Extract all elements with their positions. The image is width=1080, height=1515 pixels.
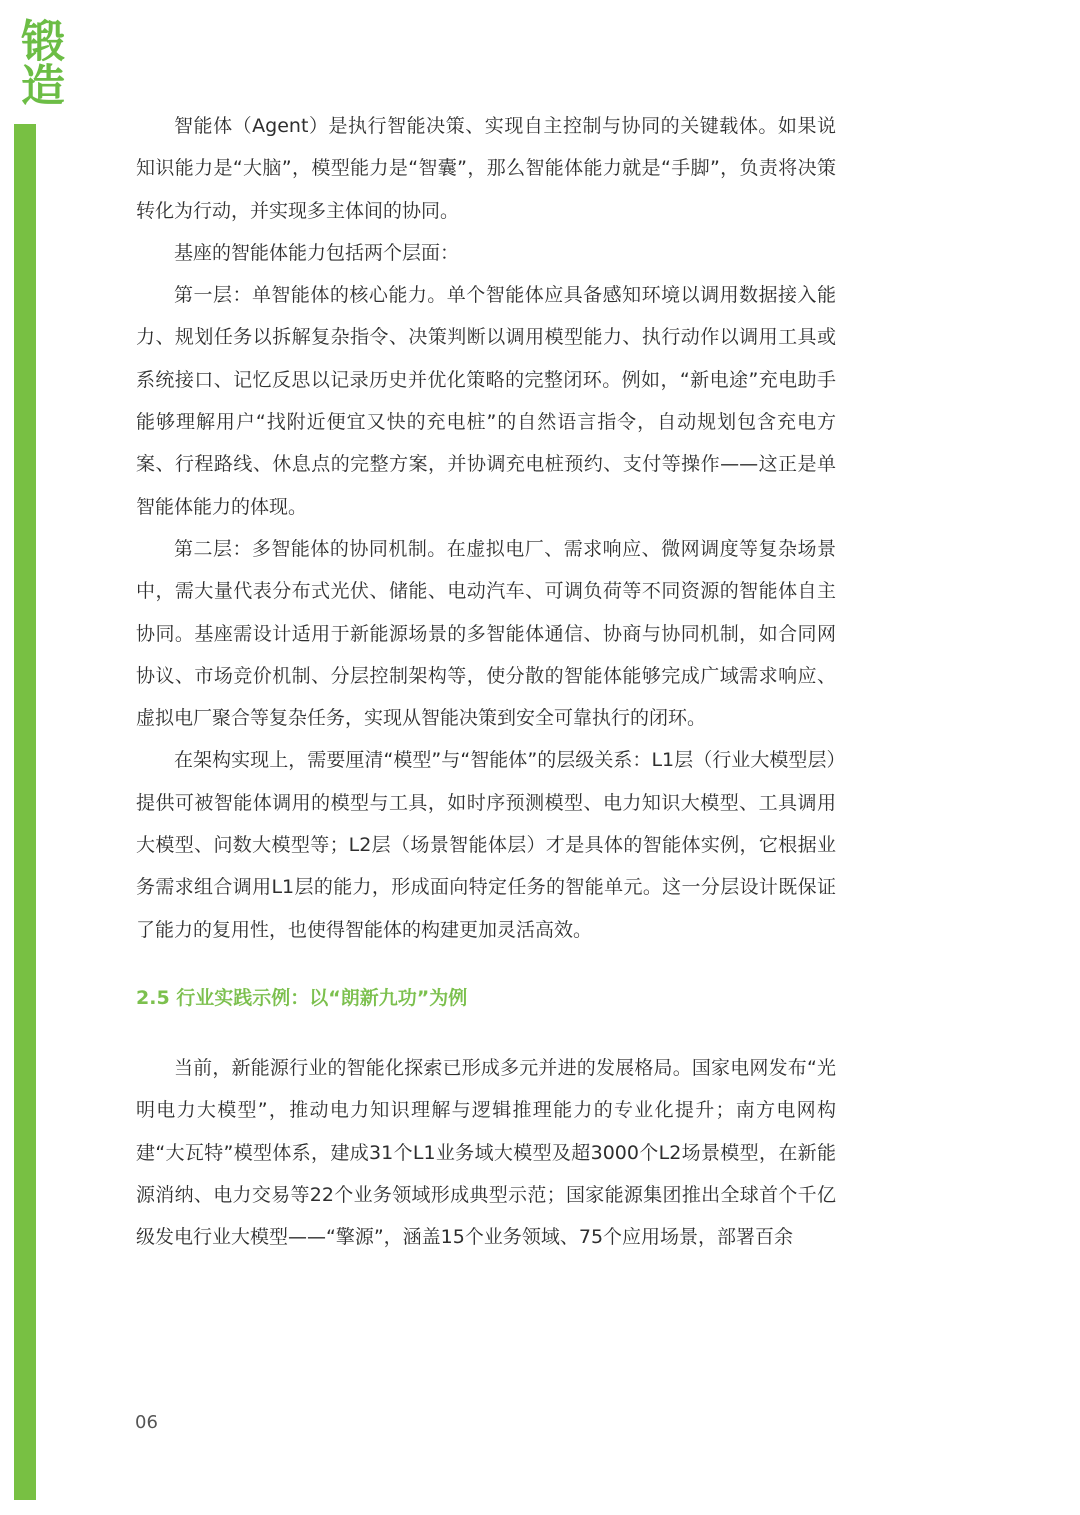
paragraph: 当前，新能源行业的智能化探索已形成多元并进的发展格局。国家电网发布“光明电力大模型”，推动电力知识理解与逻辑推理能力的专业化提升；南方电网构建“大瓦特”模型体系，建成31个L1业务域大模型及超3000个L2场景模型，在新能源消纳、电力交易等22个业务领域形成典型示范；国家能源集团推出全球首个千亿级发电行业大模型——“擎源”，涵盖15个业务领域、75个应用场景，部署百余 <box>136 1057 836 1249</box>
paragraph: 第一层：单智能体的核心能力。单个智能体应具备感知环境以调用数据接入能力、规划任务以拆解复杂指令、决策判断以调用模型能力、执行动作以调用工具或系统接口、记忆反思以记录历史并优化策略的完整闭环。例如，“新电途”充电助手能够理解用户“找附近便宜又快的充电桩”的自然语言指令，自动规划包含充电方案、行程路线、休息点的完整方案，并协调充电桩预约、支付等操作——这正是单智能体能力的体现。 <box>136 284 836 518</box>
brand-title: 锻造 <box>13 18 64 106</box>
page-number: 06 <box>135 1412 158 1433</box>
side-brand <box>13 18 64 106</box>
paragraph: 第二层：多智能体的协同机制。在虚拟电厂、需求响应、微网调度等复杂场景中，需大量代表分布式光伏、储能、电动汽车、可调负荷等不同资源的智能体自主协同。基座需设计适用于新能源场景的多智能体通信、协商与协同机制，如合同网协议、市场竞价机制、分层控制架构等，使分散的智能体能够完成广域需求响应、虚拟电厂聚合等复杂任务，实现从智能决策到安全可靠执行的闭环。 <box>136 537 836 730</box>
main-content <box>136 105 836 951</box>
paragraph: 在架构实现上，需要厘清“模型”与“智能体”的层级关系：L1层（行业大模型层）提供可被智能体调用的模型与工具，如时序预测模型、电力知识大模型、工具调用大模型、问数大模型等；L2层（场景智能体层）才是具体的智能体实例，它根据业务需求组合调用L1层的能力，形成面向特定任务的智能单元。这一分层设计既保证了能力的复用性，也使得智能体的构建更加灵活高效。 <box>136 749 836 941</box>
paragraph: 智能体（Agent）是执行智能决策、实现自主控制与协同的关键载体。如果说知识能力是“大脑”，模型能力是“智囊”，那么智能体能力就是“手脚”，负责将决策转化为行动，并实现多主体间的协同。 <box>136 115 836 222</box>
side-accent-bar <box>14 124 36 1500</box>
section-content <box>136 1047 836 1258</box>
paragraph: 基座的智能体能力包括两个层面： <box>174 241 460 264</box>
section-heading: 2.5 行业实践示例：以“朗新九功”为例 <box>136 987 468 1009</box>
